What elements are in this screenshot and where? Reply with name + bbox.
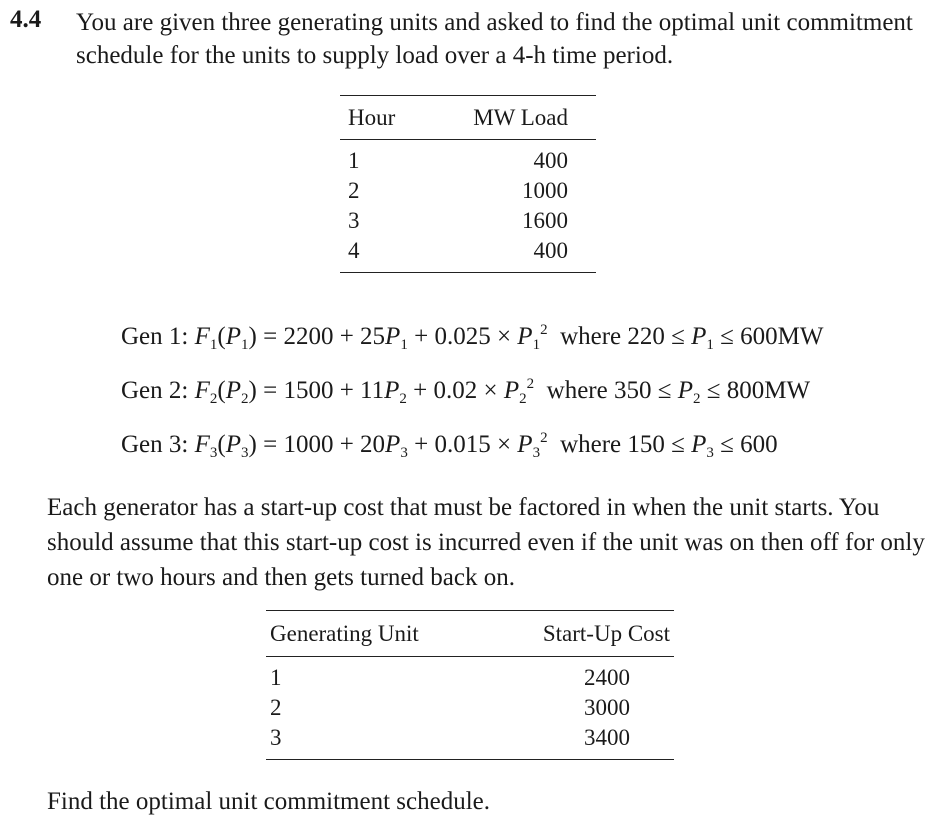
generating-unit-header: Generating Unit xyxy=(266,611,485,657)
gen-3-equation: Gen 3: $F_3(P_3) = 1000 + 20P_3 + 0.015 \times P_3^2$ where $150 \le P_3 \le 600$ xyxy=(121,430,778,461)
problem-intro: You are given three generating units and asked to find the optimal unit commitment schedule for the units to supply load over a 4-h time period. xyxy=(76,9,913,69)
hour-cell: 4 xyxy=(340,236,423,273)
table-row xyxy=(340,236,596,273)
load-cell: 1600 xyxy=(522,208,568,233)
load-cell: 400 xyxy=(533,148,568,173)
table-row xyxy=(340,206,596,236)
table-row xyxy=(266,723,674,760)
startup-cost-header: Start-Up Cost xyxy=(485,611,674,657)
problem-number: 4.4 xyxy=(10,6,42,33)
load-cell: 1000 xyxy=(522,178,568,203)
unit-cell: 2 xyxy=(270,695,282,720)
hour-cell: 3 xyxy=(348,208,360,233)
unit-cell: 3 xyxy=(266,723,485,760)
hour-header: Hour xyxy=(340,96,423,140)
startup-paragraph: Each generator has a start-up cost that must be factored in when the unit starts. You should assume that this start-up cost is incurred even if the unit was on then off for only one or two hours and then gets turned back on. xyxy=(47,494,925,591)
hour-cell: 1 xyxy=(348,148,360,173)
table-row xyxy=(266,693,674,723)
load-table xyxy=(340,95,596,273)
startup-cost-table xyxy=(266,610,674,760)
cost-cell: 2400 xyxy=(584,665,630,690)
table-row xyxy=(340,140,596,177)
table-row xyxy=(340,176,596,206)
table-row xyxy=(266,657,674,694)
gen-2-equation: Gen 2: $F_2(P_2) = 1500 + 11P_2 + 0.02 \times P_2^2$ where $350 \le P_2 \le 800MW$ xyxy=(121,376,811,407)
final-instruction: Find the optimal unit commitment schedule. xyxy=(47,788,490,815)
gen-1-equation: Gen 1: $F_1(P_1) = 2200 + 25P_1 + 0.025 \times P_1^2$ where $220 \le P_1 \le 600MW$ xyxy=(121,322,824,353)
cost-cell: 3400 xyxy=(485,723,674,760)
load-cell: 400 xyxy=(423,236,596,273)
hour-cell: 2 xyxy=(348,178,360,203)
mw-load-header: MW Load xyxy=(423,96,596,140)
cost-cell: 3000 xyxy=(584,695,630,720)
unit-cell: 1 xyxy=(270,665,282,690)
